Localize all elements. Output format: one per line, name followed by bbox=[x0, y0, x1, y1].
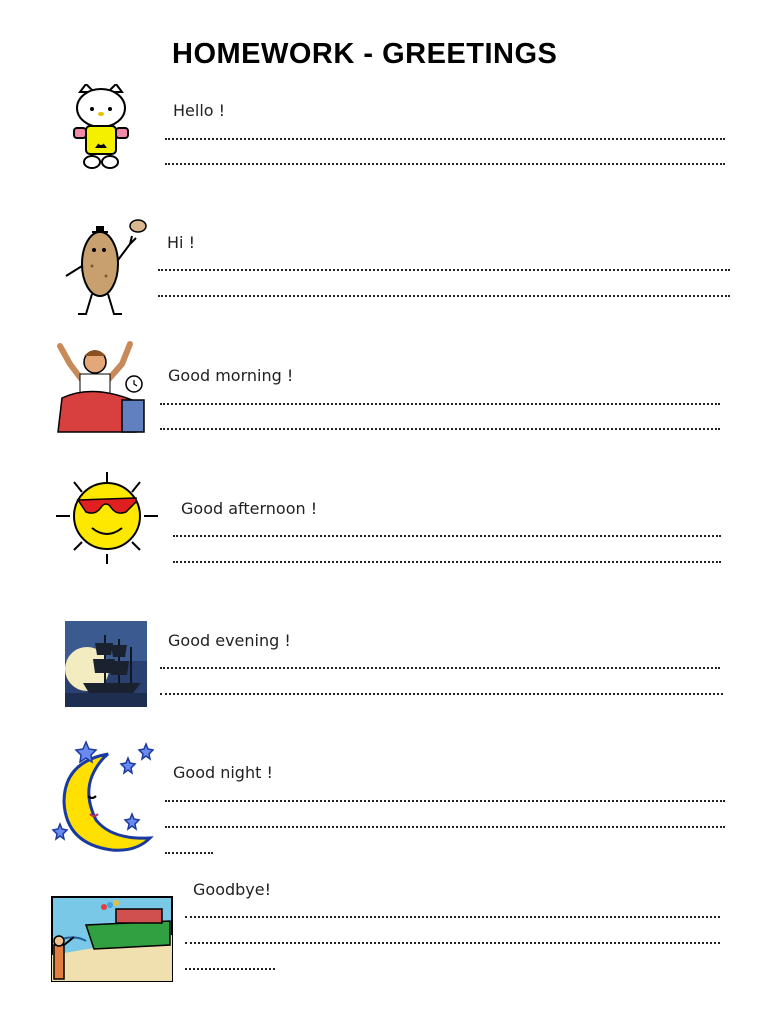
greeting-label: Good morning ! bbox=[168, 366, 294, 385]
answer-line[interactable] bbox=[158, 269, 730, 271]
page-title: HOMEWORK - GREETINGS bbox=[172, 38, 558, 70]
answer-line[interactable] bbox=[160, 667, 720, 669]
answer-line[interactable] bbox=[165, 826, 725, 828]
answer-line[interactable] bbox=[185, 942, 720, 944]
answer-line[interactable] bbox=[165, 800, 725, 802]
crescent-moon-icon bbox=[50, 740, 154, 856]
answer-line[interactable] bbox=[173, 561, 721, 563]
answer-line[interactable] bbox=[160, 403, 720, 405]
answer-line[interactable] bbox=[165, 138, 725, 140]
waving-potato-icon bbox=[58, 216, 150, 320]
waking-man-icon bbox=[52, 340, 150, 434]
answer-line[interactable] bbox=[185, 916, 720, 918]
greeting-label: Hi ! bbox=[167, 233, 195, 252]
answer-line[interactable] bbox=[158, 295, 730, 297]
answer-line[interactable] bbox=[160, 428, 720, 430]
answer-line[interactable] bbox=[173, 535, 721, 537]
answer-line[interactable] bbox=[165, 852, 213, 854]
answer-line[interactable] bbox=[165, 163, 725, 165]
answer-line[interactable] bbox=[160, 693, 723, 695]
greeting-label: Good evening ! bbox=[168, 631, 291, 650]
ship-departure-icon bbox=[46, 895, 174, 983]
greeting-label: Goodbye! bbox=[193, 880, 272, 899]
hello-kitty-icon bbox=[70, 84, 132, 172]
greeting-label: Good night ! bbox=[173, 763, 273, 782]
greeting-label: Good afternoon ! bbox=[181, 499, 318, 518]
sun-sunglasses-icon bbox=[52, 470, 162, 566]
answer-line[interactable] bbox=[185, 968, 275, 970]
ship-moon-icon bbox=[65, 621, 147, 707]
greeting-label: Hello ! bbox=[173, 101, 226, 120]
